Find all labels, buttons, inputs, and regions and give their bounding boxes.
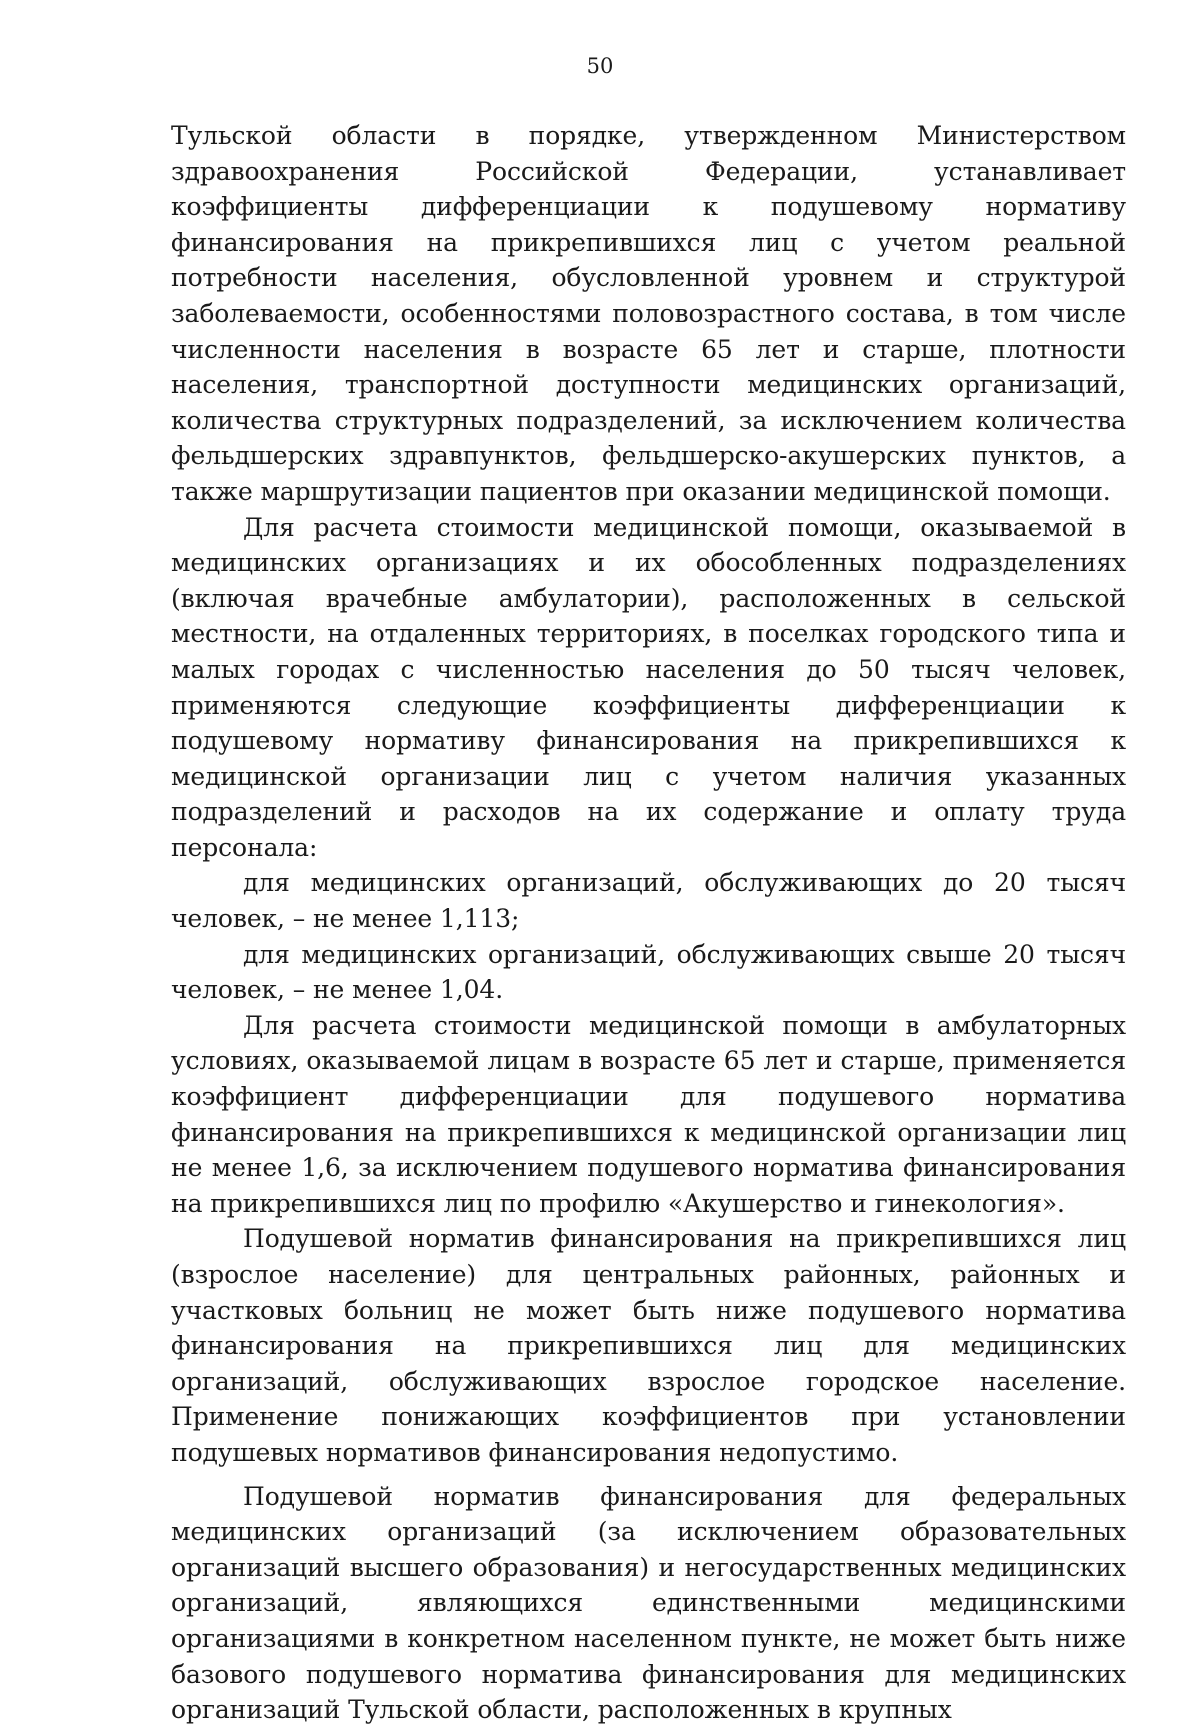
- document-body: [171, 118, 1126, 1728]
- paragraph-5: Для расчета стоимости медицинской помощи в амбулаторных условиях, оказываемой лицам в возрасте 65 лет и старше, применяется коэффициент дифференциации для подушевого норматива финансирования на прикрепившихся к медицинской организации лиц не менее 1,6, за исключением подушевого норматива финансирования на прикрепившихся лиц по профилю «Акушерство и гинекология».: [171, 1010, 1126, 1218]
- paragraph-7: Подушевой норматив финансирования для федеральных медицинских организаций (за исключением образовательных организаций высшего образования) и негосударственных медицинских организаций, являющихся единственными медицинскими организациями в конкретном населенном пункте, не может быть ниже базового подушевого норматива финансирования для медицинских организаций Тульской области, расположенных в крупных: [171, 1481, 1126, 1725]
- paragraph-4: для медицинских организаций, обслуживающих свыше 20 тысяч человек, – не менее 1,04.: [171, 939, 1126, 1005]
- paragraph-2: Для расчета стоимости медицинской помощи, оказываемой в медицинских организациях и их обособленных подразделениях (включая врачебные амбулатории), расположенных в сельской местности, на отдаленных территориях, в поселках городского типа и малых городах с численностью населения до 50 тысяч человек, применяются следующие коэффициенты дифференциации к подушевому нормативу финансирования на прикрепившихся к медицинской организации лиц с учетом наличия указанных подразделений и расходов на их содержание и оплату труда персонала:: [171, 512, 1126, 862]
- paragraph-6: Подушевой норматив финансирования на прикрепившихся лиц (взрослое население) для центральных районных, районных и участковых больниц не может быть ниже подушевого норматива финансирования на прикрепившихся лиц для медицинских организаций, обслуживающих взрослое городское население. Применение понижающих коэффициентов при установлении подушевых нормативов финансирования недопустимо.: [171, 1224, 1126, 1467]
- page-number: 50: [586, 54, 614, 78]
- paragraph-3: для медицинских организаций, обслуживающих до 20 тысяч человек, – не менее 1,113;: [171, 868, 1126, 934]
- paragraph-1: Тульской области в порядке, утвержденном Министерством здравоохранения Российской Федерации, устанавливает коэффициенты дифференциации к подушевому нормативу финансирования на прикрепившихся лиц с учетом реальной потребности населения, обусловленной уровнем и структурой заболеваемости, особенностями половозрастного состава, в том числе численности населения в возрасте 65 лет и старше, плотности населения, транспортной доступности медицинских организаций, количества структурных подразделений, за исключением количества фельдшерских здравпунктов, фельдшерско-акушерских пунктов, а также маршрутизации пациентов при оказании медицинской помощи.: [171, 121, 1126, 506]
